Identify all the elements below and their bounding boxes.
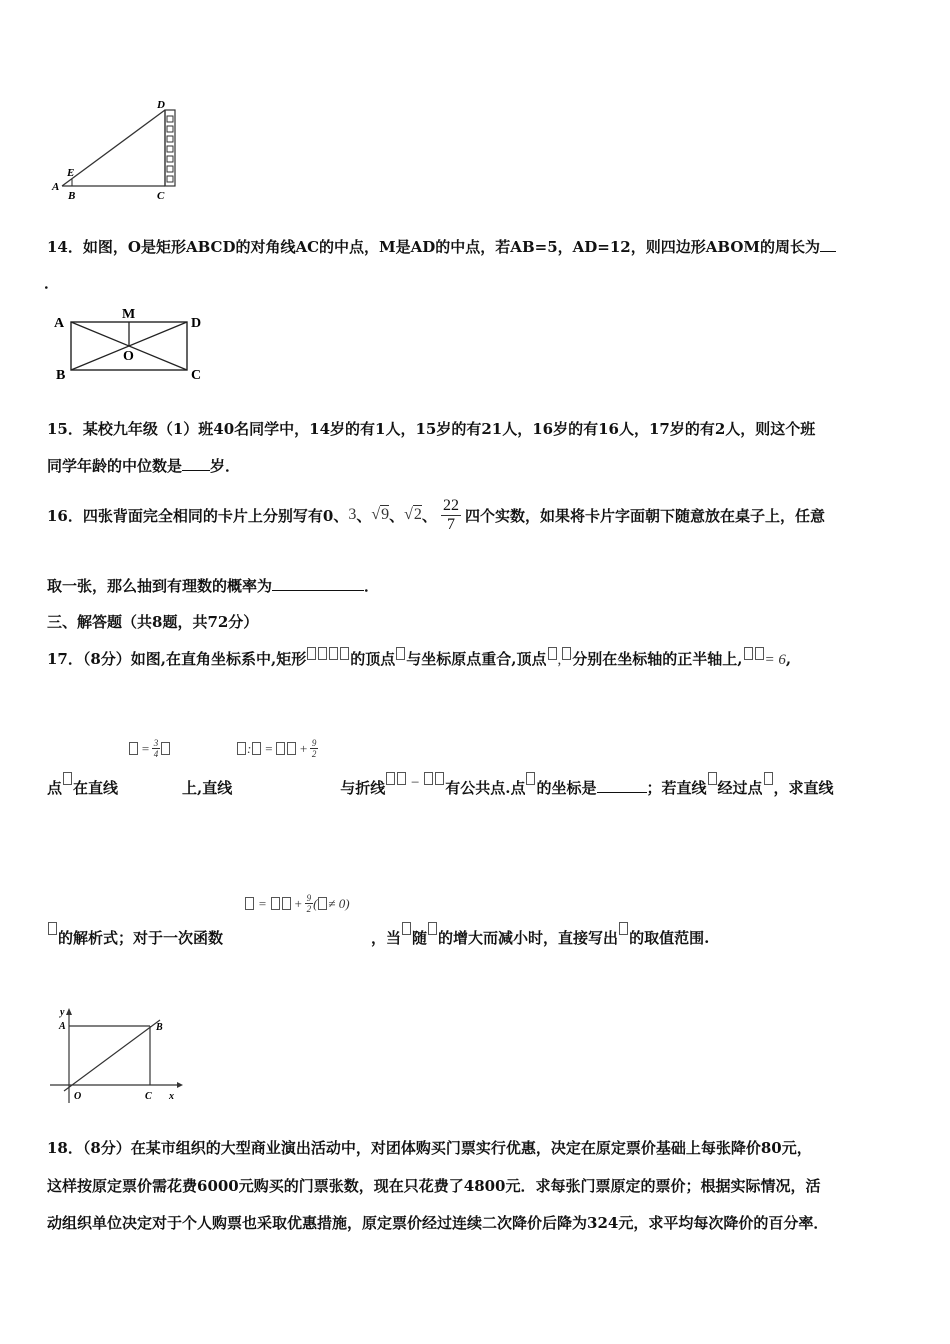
fig17-label-O: O <box>74 1091 82 1102</box>
fig14-label-B: B <box>56 368 66 383</box>
q16-line2 <box>47 575 379 596</box>
q14-line1 <box>47 236 836 257</box>
q17-text-c: 与坐标原点重合,顶点 <box>406 650 547 668</box>
q18-line2: 这样按原定票价需花费6000元购买的门票张数，现在只花费了4800元．求每张门票原定的票价；根据实际情况，活 <box>47 1177 821 1195</box>
q15-answer-blank[interactable] <box>182 456 210 471</box>
fig14-label-M: M <box>122 307 136 322</box>
q17-l3-e: 的取值范围. <box>629 929 710 947</box>
q16-line1 <box>47 490 825 540</box>
section-3-heading: 三、解答题（共8题，共72分） <box>47 613 259 631</box>
missing-glyph <box>396 647 405 660</box>
missing-glyph <box>271 897 280 910</box>
missing-glyph <box>526 772 535 785</box>
figure-q14 <box>48 303 218 385</box>
q17-answer-blank[interactable] <box>597 778 647 793</box>
fig13-label-A: A <box>52 181 60 193</box>
missing-glyph <box>435 772 444 785</box>
q14-answer-blank[interactable] <box>820 237 836 252</box>
missing-glyph <box>428 922 437 935</box>
q17-text-comma: , <box>785 650 792 668</box>
missing-glyph <box>318 647 327 660</box>
fig13-label-B: B <box>68 190 76 202</box>
q15-line2 <box>47 455 240 476</box>
q17-l2-c: 上,直线 <box>182 779 233 797</box>
q16-text-end: 四个实数，如果将卡片字面朝下随意放在桌子上，任意 <box>464 506 825 525</box>
q14-text: 14．如图，O是矩形ABCD的对角线AC的中点，M是AD的中点，若AB=5，AD=12，则四边形ABOM的周长为 <box>47 238 820 256</box>
fig17-label-B: B <box>156 1022 163 1033</box>
missing-glyph <box>307 647 316 660</box>
q16-sqrt-9: √9 <box>371 506 390 523</box>
fig17-label-y: y <box>60 1007 65 1018</box>
missing-glyph <box>562 647 571 660</box>
missing-glyph <box>397 772 406 785</box>
q18-line3: 动组织单位决定对于个人购票也采取优惠措施，原定票价经过连续二次降价后降为324元，求平均每次降价的百分率． <box>47 1214 829 1232</box>
missing-glyph <box>755 647 764 660</box>
q17-l3-a: 的解析式；对于一次函数 <box>58 929 224 947</box>
q16-value-3: 3 <box>348 506 357 523</box>
q16-text-2-end: ． <box>364 577 380 595</box>
q17-l2-g: ；若直线 <box>646 779 707 797</box>
missing-glyph <box>237 742 246 755</box>
fig14-label-C: C <box>191 368 202 383</box>
q16-answer-blank[interactable] <box>272 576 364 591</box>
figure-q13 <box>45 95 185 205</box>
missing-glyph <box>340 647 349 660</box>
missing-glyph <box>424 772 433 785</box>
fig13-label-C: C <box>157 190 165 202</box>
fig17-label-A: A <box>59 1021 66 1032</box>
missing-glyph <box>329 647 338 660</box>
q17-l2-h: 经过点 <box>717 779 763 797</box>
fig17-label-x: x <box>169 1091 174 1102</box>
fig14-label-O: O <box>123 349 134 364</box>
fig14-label-A: A <box>54 316 65 331</box>
missing-glyph <box>48 922 57 935</box>
q15-line1: 15．某校九年级（1）班40名同学中，14岁的有1人，15岁的有21人，16岁的有16人，17岁的有2人，则这个班 <box>47 420 816 438</box>
q17-l2-d: 与折线 <box>340 779 386 797</box>
q16-sep2: 、 <box>389 506 405 525</box>
missing-glyph <box>252 742 261 755</box>
q17-l2-i: ，求直线 <box>773 779 834 797</box>
fig14-label-D: D <box>191 316 202 331</box>
missing-glyph <box>318 897 327 910</box>
q17-text-b: 的顶点 <box>350 650 396 668</box>
q17-l2-f: 的坐标是 <box>536 779 597 797</box>
missing-glyph <box>708 772 717 785</box>
q17-line3 <box>47 922 709 948</box>
q16-text: 16．四张背面完全相同的卡片上分别写有0、 <box>47 506 349 525</box>
missing-glyph <box>744 647 753 660</box>
q17-l2-b: 在直线 <box>73 779 119 797</box>
missing-glyph <box>129 742 138 755</box>
q17-l3-d: 的增大而减小时，直接写出 <box>438 929 619 947</box>
fig13-label-D: D <box>157 99 165 111</box>
fig13-label-E: E <box>67 167 75 179</box>
q17-text-d: 分别在坐标轴的正半轴上, <box>572 650 743 668</box>
q17-l2-a: 点 <box>47 779 63 797</box>
missing-glyph <box>63 772 72 785</box>
missing-glyph <box>548 647 557 660</box>
missing-glyph <box>245 897 254 910</box>
q16-sep1: 、 <box>356 506 372 525</box>
q18-line1: 18．（8分）在某市组织的大型商业演出活动中，对团体购买门票实行优惠，决定在原定票价基础上每张降价80元， <box>47 1139 812 1157</box>
q16-text-2: 取一张，那么抽到有理数的概率为 <box>47 577 273 595</box>
q17-formula-1: = $\frac{3}{4}$ <box>128 738 171 759</box>
q14-line2: ． <box>44 274 60 292</box>
q17-formula-3: = + $\frac{9}{2}$ ( ≠ 0) <box>244 893 350 914</box>
q17-eq-6: = 6 <box>764 652 786 668</box>
q16-sep3: 、 <box>421 506 437 525</box>
q16-fraction: $\frac{22}{7}$ <box>442 496 459 533</box>
missing-glyph <box>386 772 395 785</box>
q17-text-a: 17．（8分）如图,在直角坐标系中,矩形 <box>47 650 307 668</box>
q17-l3-b: ，当 <box>371 929 402 947</box>
q15-text: 同学年龄的中位数是 <box>47 457 183 475</box>
fig17-label-C: C <box>145 1091 152 1102</box>
q17-line1: 17．（8分）如图,在直角坐标系中,矩形 的顶点 与坐标原点重合,顶点 , 分别在坐标轴的正半轴上, = 6, <box>47 647 791 669</box>
missing-glyph <box>282 897 291 910</box>
q17-line2: 点 在直线 上,直线 与折线 − 有公共点.点 的坐标是 ；若直线 经过点 ，求直线 <box>47 772 834 798</box>
q17-l3-c: 随 <box>412 929 428 947</box>
missing-glyph <box>402 922 411 935</box>
missing-glyph <box>619 922 628 935</box>
missing-glyph <box>287 742 296 755</box>
figure-q17 <box>45 1005 185 1105</box>
missing-glyph <box>161 742 170 755</box>
q17-l2-e: 有公共点.点 <box>445 779 526 797</box>
missing-glyph <box>764 772 773 785</box>
q17-formula-2: : = + $\frac{9}{2}$ <box>236 738 318 759</box>
missing-glyph <box>276 742 285 755</box>
q16-sqrt-2: √2 <box>404 506 422 523</box>
q15-text-end: 岁． <box>210 457 241 475</box>
